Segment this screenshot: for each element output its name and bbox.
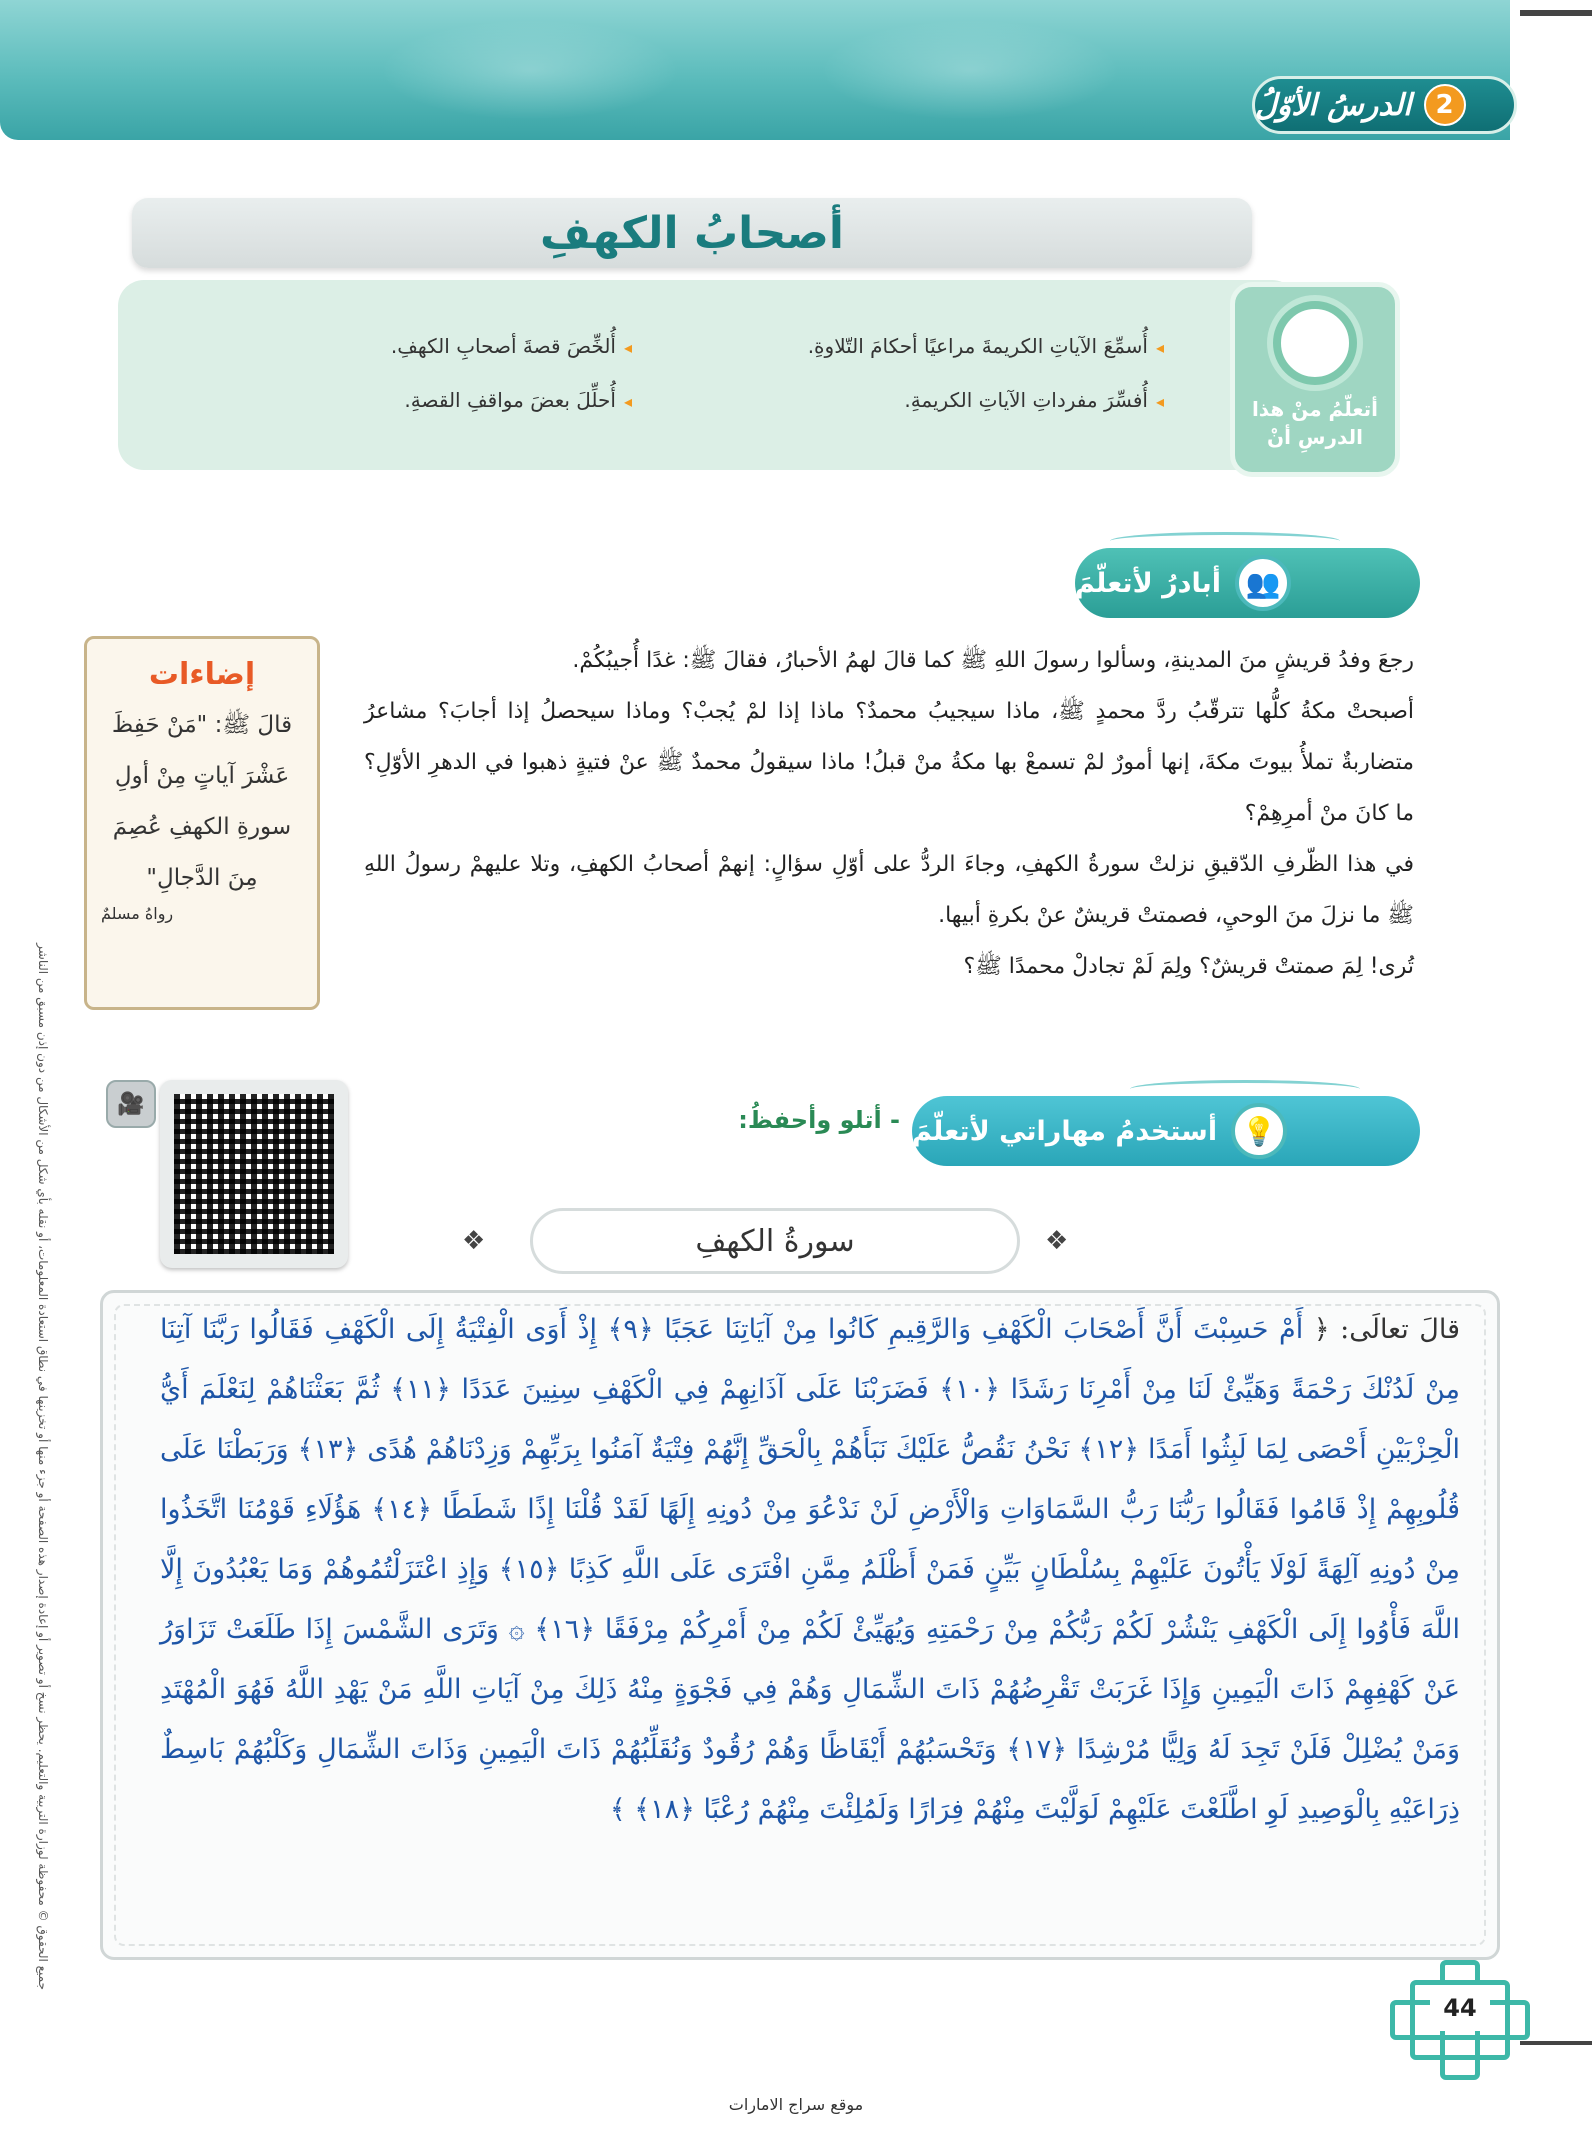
page-title-box bbox=[132, 198, 1252, 268]
lesson-number: 2 bbox=[1424, 84, 1466, 126]
qr-code-image bbox=[174, 1094, 334, 1254]
lightbulb-icon: 💡 bbox=[1231, 1103, 1287, 1159]
hadith-source: رواهُ مسلمٌ bbox=[101, 904, 174, 923]
intro-paragraph: تُرى! لِمَ صمتتْ قريشٌ؟ ولِمَ لَمْ تجادلْ محمدًا ﷺ؟ bbox=[963, 954, 1414, 979]
ornament-icon: ❖ bbox=[462, 1226, 486, 1256]
objectives-column-left bbox=[272, 320, 632, 428]
surah-verses bbox=[160, 1300, 1460, 1840]
intro-paragraph: في هذا الظّرفِ الدّقيقِ نزلتْ سورةُ الكهفِ، وجاءَ الردُّ على أوّلِ سؤالٍ: إنهمْ أصحابُ الكهفِ، وتلا عليهمْ رسولُ اللهِ ﷺ ما نزلَ منَ الوحيِ، فصمتتْ قريشٌ عنْ بكرةِ أبيها. bbox=[364, 852, 1414, 928]
highlights-box bbox=[84, 636, 320, 1010]
margin-rule bbox=[1520, 10, 1592, 16]
qr-code[interactable] bbox=[160, 1080, 348, 1268]
lesson-label bbox=[1252, 76, 1517, 134]
section-header-skills: 💡 أستخدمُ مهاراتي لأتعلّمَ bbox=[912, 1096, 1420, 1166]
objective-item: ◂أُفسِّرَ مفرداتِ الآياتِ الكريمةِ. bbox=[904, 388, 1164, 412]
objectives-badge bbox=[1230, 282, 1400, 477]
objective-item: ◂أُلخِّصَ قصةَ أصحابِ الكهفِ. bbox=[390, 334, 632, 358]
objectives-badge-label: أتعلّمُ منْ هذا الدرسِ أنْ bbox=[1251, 397, 1379, 449]
hadith-text: قالَ ﷺ: "مَنْ حَفِظَ عَشْرَ آياتٍ مِنْ أولِ سورةِ الكهفِ عُصِمَ مِنَ الدَّجالِ" bbox=[111, 712, 293, 891]
objectives-column-right bbox=[694, 320, 1164, 428]
intro-paragraph: رجعَ وفدُ قريشٍ منَ المدينةِ، وسألوا رسولَ اللهِ ﷺ كما قالَ لهمُ الأحبارُ، فقالَ ﷺ: غدًا أُجيبُكُمْ. bbox=[572, 648, 1414, 673]
bullet-icon: ◂ bbox=[623, 338, 632, 357]
copyright-notice: جميع الحقوق © محفوظة لوزارة التربية والتعليم. يحظر نسخ أو تصوير أو إعادة إصدار هذه الصفحة أو جزء منها أو تخزينها في نطاق استعادة المعلومات، أو نقله بأي شكل من الأشكال من دون إذن مسبق من الناشر bbox=[36, 943, 50, 1990]
bullet-icon: ◂ bbox=[1155, 392, 1164, 411]
surah-title: سورةُ الكهفِ bbox=[530, 1208, 1020, 1274]
intro-text bbox=[364, 635, 1414, 992]
learners-icon: 👥 bbox=[1235, 555, 1291, 611]
intro-paragraph: أصبحتْ مكةُ كلُّها تترقّبُ ردَّ محمدٍ ﷺ، ماذا سيجيبُ محمدٌ؟ ماذا إذا لمْ يُجبْ؟ وماذا سيحصلُ إذا أجابَ؟ مشاعرُ متضاربةٌ تملأُ بيوتَ مكةَ، إنها أمورٌ لمْ تسمعْ بها مكةُ منْ قبلُ! ماذا سيقولُ محمدٌ ﷺ عنْ فتيةٍ ذهبوا في الدهرِ الأوّلِ؟ ما كانَ منْ أمرِهِمْ؟ bbox=[364, 699, 1414, 826]
page-number: 44 bbox=[1430, 1985, 1490, 2031]
lesson-title: الدرسُ الأوّلُ bbox=[1255, 87, 1412, 123]
video-camera-icon[interactable]: 🎥 bbox=[106, 1080, 156, 1128]
banner-ornament bbox=[380, 20, 680, 120]
ornament-icon: ❖ bbox=[1045, 1226, 1069, 1256]
objective-item: ◂أُسمِّعَ الآياتِ الكريمةَ مراعيًا أحكامَ التّلاوةِ. bbox=[807, 334, 1164, 358]
margin-rule bbox=[1520, 2041, 1592, 2045]
bullet-icon: ◂ bbox=[623, 392, 632, 411]
bullet-icon: ◂ bbox=[1155, 338, 1164, 357]
verse-text: أَمْ حَسِبْتَ أَنَّ أَصْحَابَ الْكَهْفِ وَالرَّقِيمِ كَانُوا مِنْ آيَاتِنَا عَجَبًا ﴿٩﴾ إِذْ أَوَى الْفِتْيَةُ إِلَى الْكَهْفِ فَقَالُوا رَبَّنَا آتِنَا مِنْ لَدُنْكَ رَحْمَةً وَهَيِّئْ لَنَا مِنْ أَمْرِنَا رَشَدًا ﴿١٠﴾ فَضَرَبْنَا عَلَى آذَانِهِمْ فِي الْكَهْفِ سِنِينَ عَدَدًا ﴿١١﴾ ثُمَّ بَعَثْنَاهُمْ لِنَعْلَمَ أَيُّ الْحِزْبَيْنِ أَحْصَى لِمَا لَبِثُوا أَمَدًا ﴿١٢﴾ نَحْنُ نَقُصُّ عَلَيْكَ نَبَأَهُمْ بِالْحَقِّ إِنَّهُمْ فِتْيَةٌ آمَنُوا بِرَبِّهِمْ وَزِدْنَاهُمْ هُدًى ﴿١٣﴾ وَرَبَطْنَا عَلَى قُلُوبِهِمْ إِذْ قَامُوا فَقَالُوا رَبُّنَا رَبُّ السَّمَاوَاتِ وَالْأَرْضِ لَنْ نَدْعُوَ مِنْ دُونِهِ إِلَهًا لَقَدْ قُلْنَا إِذًا شَطَطًا ﴿١٤﴾ هَؤُلَاءِ قَوْمُنَا اتَّخَذُوا مِنْ دُونِهِ آلِهَةً لَوْلَا يَأْتُونَ عَلَيْهِمْ بِسُلْطَانٍ بَيِّنٍ فَمَنْ أَظْلَمُ مِمَّنِ افْتَرَى عَلَى اللَّهِ كَذِبًا ﴿١٥﴾ وَإِذِ اعْتَزَلْتُمُوهُمْ وَمَا يَعْبُدُونَ إِلَّا اللَّهَ فَأْوُوا إِلَى الْكَهْفِ يَنْشُرْ لَكُمْ رَبُّكُمْ مِنْ رَحْمَتِهِ وَيُهَيِّئْ لَكُمْ مِنْ أَمْرِكُمْ مِرْفَقًا ﴿١٦﴾ ۞ وَتَرَى الشَّمْسَ إِذَا طَلَعَتْ تَزَاوَرُ عَنْ كَهْفِهِمْ ذَاتَ الْيَمِينِ وَإِذَا غَرَبَتْ تَقْرِضُهُمْ ذَاتَ الشِّمَالِ وَهُمْ فِي فَجْوَةٍ مِنْهُ ذَلِكَ مِنْ آيَاتِ اللَّهِ مَنْ يَهْدِ اللَّهُ فَهُوَ الْمُهْتَدِ وَمَنْ يُضْلِلْ فَلَنْ تَجِدَ لَهُ وَلِيًّا مُرْشِدًا ﴿١٧﴾ وَتَحْسَبُهُمْ أَيْقَاظًا وَهُمْ رُقُودٌ وَنُقَلِّبُهُمْ ذَاتَ الْيَمِينِ وَذَاتَ الشِّمَالِ وَكَلْبُهُمْ بَاسِطٌ ذِرَاعَيْهِ بِالْوَصِيدِ لَوِ اطَّلَعْتَ عَلَيْهِمْ لَوَلَّيْتَ مِنْهُمْ فِرَارًا وَلَمُلِئْتَ مِنْهُمْ رُعْبًا ﴿١٨﴾ ﴾ bbox=[160, 1314, 1460, 1825]
page-title: أصحابُ الكهفِ bbox=[539, 207, 844, 259]
recite-instruction: - أتلو وأحفظُ: bbox=[738, 1106, 900, 1134]
highlights-heading: إضاءات bbox=[148, 657, 256, 692]
banner-ornament bbox=[820, 20, 1120, 120]
verse-lead: قالَ تعالَى: ﴿ bbox=[1313, 1314, 1460, 1345]
section-header-initiate: 👥 أبادرُ لأتعلّمَ bbox=[1075, 548, 1420, 618]
star-badge-icon bbox=[1273, 301, 1357, 385]
footer-site-name: موقع سراج الامارات bbox=[728, 2095, 864, 2114]
objective-item: ◂أُحلِّلَ بعضَ مواقفِ القصةِ. bbox=[404, 388, 632, 412]
